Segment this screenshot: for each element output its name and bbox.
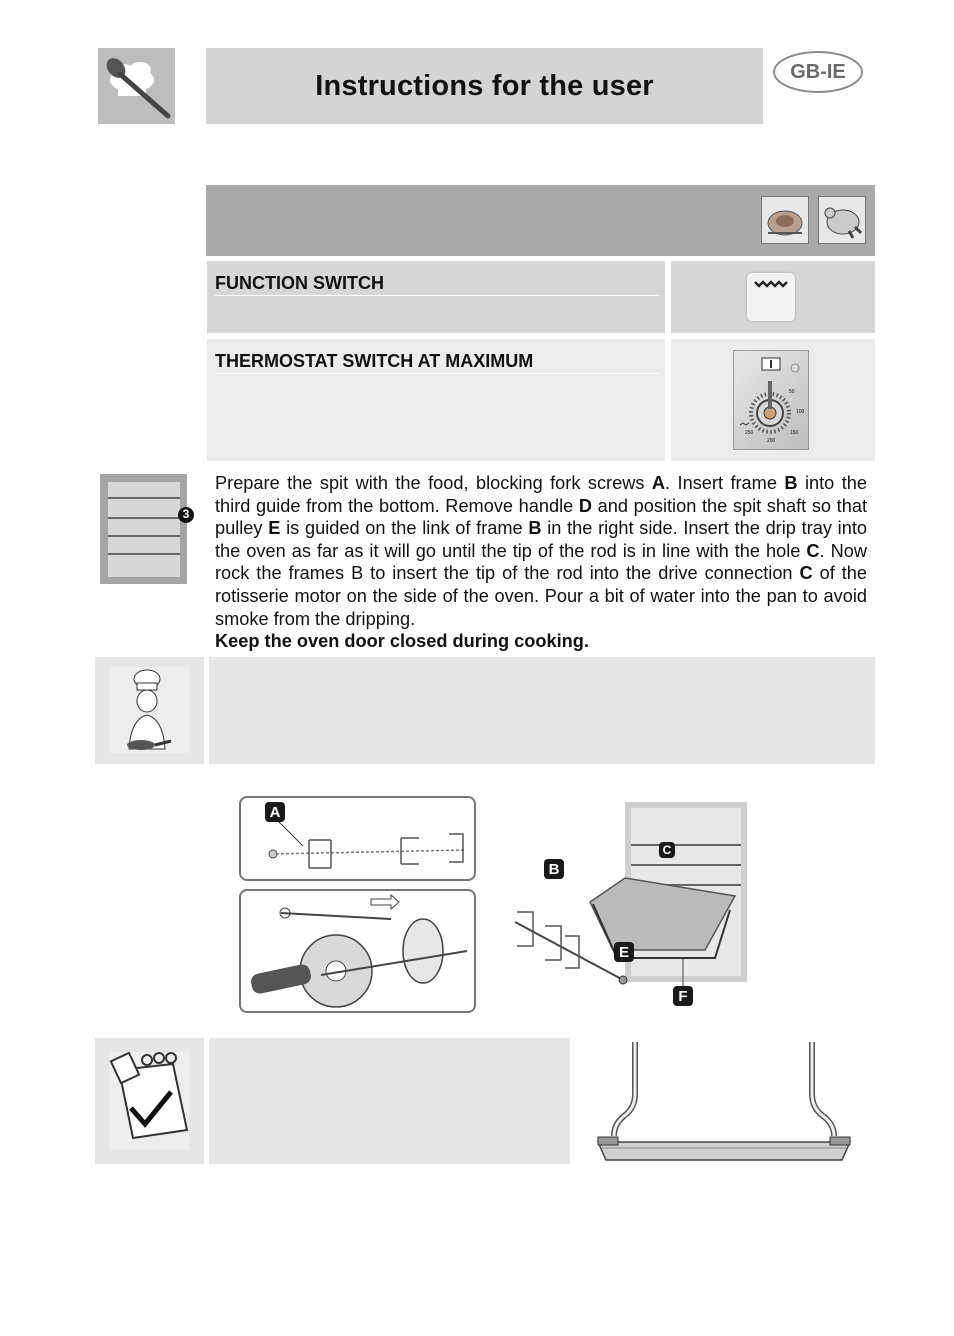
- instruction-text: is guided on the link of frame: [280, 518, 529, 539]
- dial-mark-100: 100: [796, 409, 805, 415]
- chef-icon: [95, 657, 204, 764]
- thermostat-label: THERMOSTAT SWITCH AT MAXIMUM: [215, 351, 534, 371]
- function-switch-label-cell: [207, 261, 665, 333]
- callout-e: E: [614, 942, 634, 962]
- thermostat-icon-cell: [671, 339, 875, 461]
- thermostat-dial-icon: [733, 350, 809, 450]
- section-header-band: [206, 185, 875, 256]
- spit-handle-diagram: [239, 889, 476, 1013]
- callout-f: F: [673, 986, 693, 1006]
- instruction-text: in the right side. Insert the drip tray into the oven as far as it will go until the tip of the rod is in line with the hole: [215, 518, 867, 561]
- shelf-number-badge: 3: [182, 507, 190, 521]
- divider: [215, 295, 659, 296]
- dial-mark-200: 200: [767, 438, 776, 444]
- instruction-text: into the third guide from the bottom. Remove handle: [215, 473, 867, 516]
- instruction-text: . Insert frame: [665, 473, 785, 493]
- thermostat-label-cell: [207, 339, 665, 461]
- divider: [215, 373, 659, 374]
- region-badge: GB-IE: [773, 51, 863, 93]
- ref-c: C: [799, 563, 813, 584]
- ref-d: D: [578, 495, 593, 516]
- function-switch-label: FUNCTION SWITCH: [215, 273, 384, 293]
- note-band-text-cell: [209, 1038, 570, 1164]
- spit-frame-diagram: [580, 1036, 868, 1168]
- spit-fork-diagram: [239, 796, 476, 881]
- dial-mark-250: 250: [745, 430, 754, 436]
- instruction-text: . Now rock the frames B to insert the tip of the rod into the drive connection: [215, 540, 867, 584]
- warning-text: Keep the oven door closed during cooking.: [215, 631, 589, 652]
- ref-b: B: [784, 473, 798, 493]
- instruction-text: and position the spit shaft so that pulley: [215, 495, 868, 539]
- note-band-icon-cell: [95, 1038, 204, 1164]
- oven-rotisserie-diagram: [505, 800, 750, 990]
- logo: [98, 48, 175, 124]
- ref-b: B: [528, 518, 542, 539]
- oven-shelf-image: [100, 474, 190, 584]
- callout-c: C: [659, 842, 675, 858]
- ref-c: C: [806, 540, 820, 561]
- chef-band-icon-cell: [95, 657, 204, 764]
- notepad-check-icon: [95, 1038, 204, 1164]
- oven-function-icon: [747, 273, 795, 321]
- title-bar: [206, 48, 763, 124]
- callout-b: B: [544, 859, 564, 879]
- roast-meat-icon: [761, 196, 809, 244]
- callout-a: A: [265, 802, 285, 822]
- chef-band-note-cell: [209, 657, 875, 764]
- roast-chicken-icon: [818, 196, 866, 244]
- dial-mark-150: 150: [790, 430, 799, 436]
- ref-a: A: [651, 473, 666, 493]
- ref-e: E: [268, 518, 281, 539]
- dial-mark-50: 50: [789, 389, 795, 395]
- function-switch-icon-cell: [671, 261, 875, 333]
- instructions-text: [215, 472, 867, 653]
- instruction-text: Prepare the spit with the food, blocking fork screws: [215, 473, 652, 493]
- page-title: Instructions for the user: [315, 69, 654, 102]
- spoon-chef-hat-icon: [98, 48, 175, 124]
- instruction-text: of the rotisserie motor on the side of the oven. Pour a bit of water into the pan to avoid smoke from the dripping.: [215, 563, 867, 629]
